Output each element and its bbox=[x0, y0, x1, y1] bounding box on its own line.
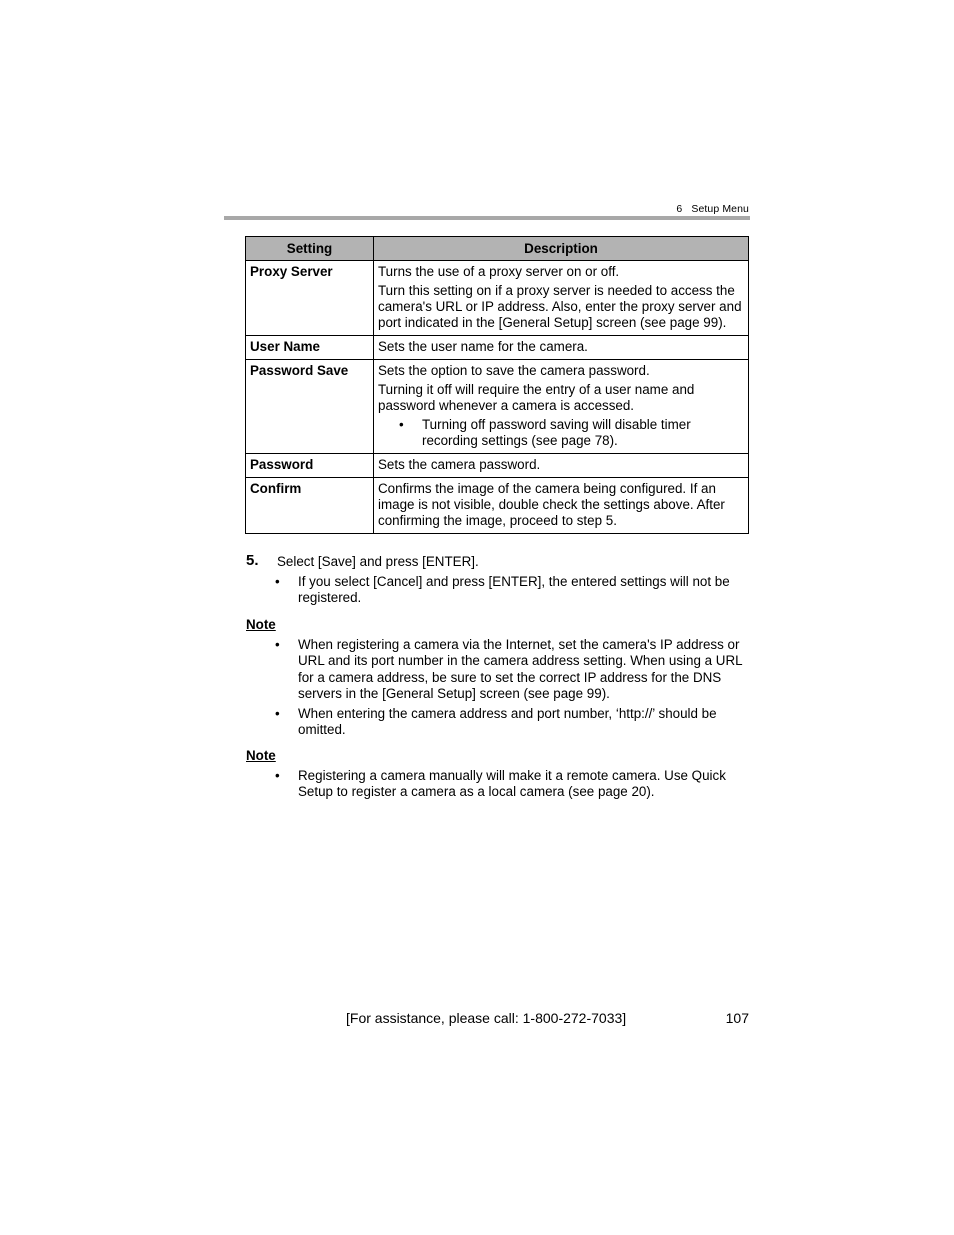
note-title: Note bbox=[246, 617, 276, 632]
settings-table bbox=[245, 236, 749, 534]
table-header-row bbox=[246, 237, 749, 261]
setting-description bbox=[374, 336, 749, 360]
description-bullets bbox=[378, 417, 744, 449]
description-paragraph: Turning it off will require the entry of a user name and password whenever a camera is accessed. bbox=[378, 382, 695, 413]
note-bullet: • When registering a camera via the Internet, set the camera's IP address or URL and its port number in the camera address setting. When using a URL for a camera address, be sure to set the correct IP address for the DNS servers in the [General Setup] screen (see page 99). bbox=[246, 637, 750, 702]
setting-description bbox=[374, 454, 749, 478]
note-bullet: • Registering a camera manually will make it a remote camera. Use Quick Setup to register a camera as a local camera (see page 20). bbox=[246, 768, 750, 800]
step-number: 5. bbox=[246, 552, 259, 569]
page-number: 107 bbox=[725, 1010, 749, 1026]
column-header-setting: Setting bbox=[246, 237, 374, 261]
section-title: Setup Menu bbox=[691, 203, 749, 215]
setting-name: Password Save bbox=[246, 360, 374, 454]
note-bullets bbox=[246, 768, 750, 800]
footer-assistance: [For assistance, please call: 1-800-272-7033] bbox=[346, 1010, 627, 1026]
description-paragraph: Sets the option to save the camera password. bbox=[378, 363, 650, 378]
header-rule bbox=[224, 216, 750, 220]
description-paragraph: Turns the use of a proxy server on or off. bbox=[378, 264, 620, 279]
table-row bbox=[246, 478, 749, 534]
note-block bbox=[246, 748, 750, 805]
setting-name: User Name bbox=[246, 336, 374, 360]
table-row bbox=[246, 336, 749, 360]
setting-name: Password bbox=[246, 454, 374, 478]
step-text: Select [Save] and press [ENTER]. bbox=[277, 554, 479, 569]
column-header-description: Description bbox=[374, 237, 749, 261]
description-paragraph: Sets the user name for the camera. bbox=[378, 339, 588, 354]
description-paragraph: Sets the camera password. bbox=[378, 457, 541, 472]
note-block bbox=[246, 617, 750, 742]
table-row bbox=[246, 261, 749, 336]
setting-name: Proxy Server bbox=[246, 261, 374, 336]
note-title: Note bbox=[246, 748, 276, 763]
step-bullet: • If you select [Cancel] and press [ENTER], the entered settings will not be registered. bbox=[246, 574, 750, 606]
note-bullets bbox=[246, 637, 750, 738]
table-row bbox=[246, 360, 749, 454]
running-header bbox=[676, 203, 749, 215]
step-bullets bbox=[246, 574, 750, 610]
description-bullet: • Turning off password saving will disable timer recording settings (see page 78). bbox=[378, 417, 744, 449]
description-paragraph: Confirms the image of the camera being configured. If an image is not visible, double check the settings above. After confirming the image, proceed to step 5. bbox=[378, 481, 725, 528]
setting-description bbox=[374, 261, 749, 336]
note-bullet: • When entering the camera address and port number, ‘http://’ should be omitted. bbox=[246, 706, 750, 738]
description-paragraph: Turn this setting on if a proxy server is needed to access the camera's URL or IP address. Also, enter the proxy server and port indicated in the [General Setup] screen (see page 99). bbox=[378, 283, 742, 330]
setting-name: Confirm bbox=[246, 478, 374, 534]
setting-description bbox=[374, 478, 749, 534]
table-row bbox=[246, 454, 749, 478]
chapter-number: 6 bbox=[676, 203, 683, 215]
setting-description bbox=[374, 360, 749, 454]
table-body bbox=[246, 261, 749, 534]
